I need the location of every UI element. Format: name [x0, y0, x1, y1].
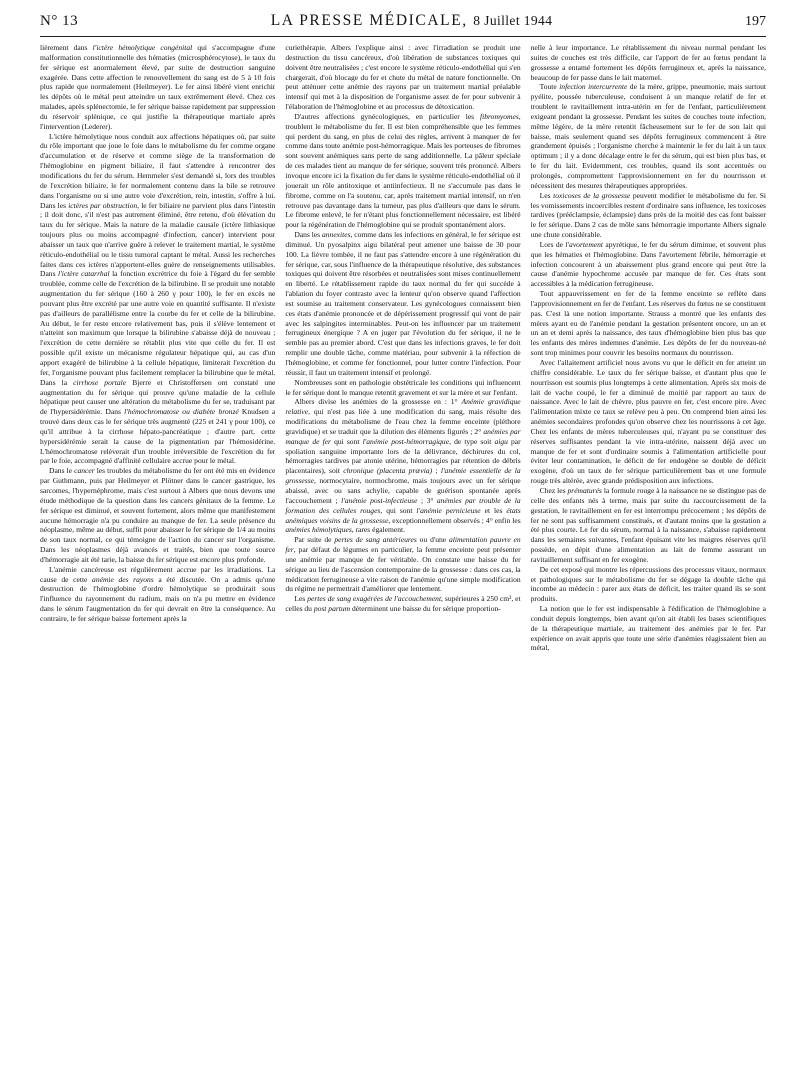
- paragraph: Dans le cancer les troubles du métabolisme du fer ont été mis en évidence par Guthmann, puis par Heilmeyer et Plötner dans le cancer gastrique, les sarcomes, l'hypernéphrome, mais c'est surtout à Albers que nous devons une étude méthodique de la question dans les cancers génitaux de la femme. Le fer sérique est diminué, et souvent fortement, alors même que manifestement aucune hémorragie n'a pu conduire au manque de fer. La seule présence du néoplasme, même au début, suffit pour abaisser le fer sérique de 1/4 au moins de son taux normal, ce qui témoigne de l'action du cancer sur l'organisme. Dans les néoplasmes déjà avancés et traités, bien que toute source d'hémorragie ait été tarie, la baisse du fer sérique est encore plus profonde.: [40, 466, 276, 564]
- page-number: 197: [744, 14, 766, 29]
- paragraph: La notion que le fer est indispensable à l'édification de l'hémoglobine a conduit depuis longtemps, bien avant qu'on ait établi les bases scientifiques de la thérapeutique martiale, au traitement des anémies par le fer. Par expérience on avait appris que toute une série d'anémies réagissaient bien au métal,: [530, 604, 766, 653]
- text-columns: [40, 43, 766, 1073]
- column-1: [40, 43, 275, 1073]
- paragraph: Albers divise les anémies de la grossesse en : 1° Anémie gravidique relative, qui n'est pas liée à une modification du sang, mais résulte des modifications du métabolisme de l'eau chez la femme enceinte (pléthore gravidique) et se traduit que la dilution des éléments figurés ; 2° anémies par manque de fer qui sont l'anémie post-hémorragique, de type soit aigu par spoliation sanguine importante lors de la délivrance, déchirures du col, hémorragies tardives par atonie utérine, hémorragies par rétention de débris placentaires), soit chronique (placenta prævia) ; l'anémie essentielle de la grossesse, normocytaire, normochrome, mais toujours avec un fer sérique abaissé, avec ou sans achylie, capable de guérison spontanée après l'accouchement ; l'anémie post-infectieuse ; 3° anémies par trouble de la formation des cellules rouges, qui sont l'anémie pernicieuse et les états anémiques voisins de la grossesse, exceptionnellement observés ; 4° enfin les anémies hémolytiques, rares également.: [285, 397, 521, 535]
- paragraph: Les pertes de sang exagérées de l'accouchement, supérieures à 250 cm³, et celles du post partum déterminent une baisse du fer sérique proportion-: [285, 594, 521, 614]
- column-3: [531, 43, 766, 1073]
- paragraph: Les toxicoses de la grossesse peuvent modifier le métabolisme du fer. Si les vomissements incoercibles restent d'ordinaire sans influence, les toxicoses tardives (prééclampsie, éclampsie) dans près de la moitié des cas font baisser le fer sérique. Dans 2 cas de môle sans hémorragie importante Albers signale une chute considérable.: [530, 190, 766, 240]
- issue-date: 8 Juillet 1944: [473, 13, 553, 28]
- paragraph: Nombreuses sont en pathologie obstétricale les conditions qui influencent le fer sérique dont le manque retentit gravement et sur la mère et sur l'enfant.: [285, 377, 521, 397]
- paragraph: De cet exposé qui montre les répercussions des processus vitaux, normaux et pathologiques sur le métabolisme du fer se dégage la double tâche qui incombe au médecin : parer aux états de déficit, les traiter quand ils se sont produits.: [530, 564, 766, 604]
- paragraph: Avec l'allaitement artificiel nous avons vu que le déficit en fer atteint un chiffre considérable. Le taux du fer sérique baisse, et d'autant plus que le nourrisson est soumis plus longtemps à cette alimentation. Après six mois de lait de vache coupé, le fer a diminué de moitié par rapport au taux de naissance. Avec le lait de chèvre, plus pauvre en fer, c'est encore pire. Avec l'alimentation mixte ce taux se relève peu à peu. On comprend bien ainsi les anémies secondaires profondes qu'on observe chez les nourrissons à cet âge. Chez les enfants de mères tuberculeuses qui, n'ayant pu se constituer des réserves suffisantes pendant la vie intra-utérine, naissent déjà avec un manque de fer et sont d'ordinaire soumis à l'alimentation artificielle pour éviter leur contamination, le déficit de fer endogène se double de déficit exogène, d'où un taux de fer sérique particulièrement bas et une formule rouge très altérée, avec grande prédisposition aux infections.: [530, 358, 766, 486]
- paragraph: L'anémie cancéreuse est régulièrement accrue par les irradiations. La cause de cette anémie des rayons a été discutée. On a admis qu'une destruction de l'hémoglobine d'ordre hémolytique se produirait sous l'influence du rayonnement du radium, mais on n'a pu mettre en évidence dans le sérum l'augmentation du fer qui devrait en être la conséquence. Au contraire, le fer sérique baisse fortement après la: [40, 564, 276, 623]
- paragraph: Dans les annexites, comme dans les infections en général, le fer sérique est diminué. Un pyosalpinx aigu bilatéral peut amener une baisse de 30 pour 100. La fièvre tombée, il ne faut pas s'attendre encore à une régénération du fer sérique, car, sous l'influence de la thérapeutique résolutive, des substances toxiques qui doivent être résorbées et neutralisées sont mises continuellement en liberté. Le rétablissement rapide du taux normal du fer qui succède à l'ablation du foyer contraste avec la lenteur qu'on observe quand l'affection est soumise au traitement conservateur. Les gynécologues connaissent bien ces états d'anémie prononcée et de dépérissement progressif qui vont de pair avec les salpingites interminables. Peut-on les influencer par un traitement ferrugineux énergique ? A en juger par l'évolution du fer sérique, il ne le semble pas au premier abord. C'est que dans les infections graves, le fer doit remplir une double tâche, comme matériau, pour subvenir à la réfection de l'hémoglobine, et comme fer fonctionnel, pour lutter contre l'infection. Pour réussir, il faut un traitement intensif et prolongé.: [285, 230, 521, 377]
- paragraph: Par suite de pertes de sang antérieures ou d'une alimentation pauvre en fer, par défaut de légumes en particulier, la femme enceinte peut présenter une anémie par manque de fer véritable. On constate une baisse du fer sérique au lieu de l'ascension contemporaine de la grossesse : dans ces cas, la médication ferrugineuse a vite raison de l'anémie qu'une simple modification du régime ne permettrait d'améliorer que lentement.: [285, 535, 521, 594]
- paragraph: D'autres affections gynécologiques, en particulier les fibromyomes, troublent le métabolisme du fer. Il est bien compréhensible que les femmes qui perdent du sang, en plus de celui des règles, arrivent à manquer de fer comme dans toute anémie post-hémorragique. Mais les porteuses de fibromes sont souvent anémiques sans perte de sang additionnelle. La pâleur spéciale de ces malades tient au manque de fer sérique, souvent très prononcé. Albers invoque encore ici la fixation du fer dans le système réticulo-endothélial où il jouerait un rôle antitoxique et antiinfectieux. Il ne s'accumule pas dans le fibrome, comme on l'a soutenu, car, après traitement martial intensif, on n'en retrouve pas davantage dans la tumeur, pas plus d'ailleurs que dans le sérum. Le fibrome enlevé, le fer n'étant plus fonctionnellement nécessaire, est libéré pour la régénération de l'hémoglobine qui se produit spontanément alors.: [285, 111, 521, 230]
- paragraph: Tout appauvrissement en fer de la femme enceinte se reflète dans l'approvisionnement en fer de l'enfant. Les réserves du fœtus ne se constituent pas. C'est là une notion importante. Strauss a montré que les enfants des mères ayant eu de l'anémie pendant la gestation présentent encore, un an et un an et demi après la naissance, des taux d'hémoglobine bien plus bas que les enfants des mères indemnes d'anémie. Les dépôts de fer du nouveau-né sont trop minimes pour couvrir les besoins normaux du nourrisson.: [530, 289, 766, 358]
- paragraph: nelle à leur importance. Le rétablissement du niveau normal pendant les suites de couches est très difficile, car l'apport de fer au fœtus pendant la grossesse a entamé fortement les dépôts ferrugineux et, après la naissance, beaucoup de fer passe dans le lait maternel.: [530, 43, 766, 82]
- paragraph: Chez les prématurés la formule rouge à la naissance ne se distingue pas de celle des enfants nés à terme, mais par suite du raccourcissement de la gestation, le ravitaillement en fer est interrompu précocement ; les dépôts de fer ne sont pas suffisamment constitués, et d'autant moins que la gestation a été plus courte. Le fer du sérum, normal à la naissance, s'abaisse rapidement dans les semaines suivantes, l'enfant épuisant vite les maigres réserves qu'il possède, en dépit d'une alimentation au lait de femme assurant un ravitaillement suffisant en fer exogène.: [530, 485, 766, 564]
- running-header: [40, 12, 766, 37]
- paragraph: Toute infection intercurrente de la mère, grippe, pneumonie, mais surtout pyélite, poussée tuberculeuse, conduisent à un manque relatif de fer et troublent le ravitaillement intra-utérin en fer de l'enfant, particulièrement exigeant pendant la grossesse. Pendant les suites de couches toute infection, même légère, de la mère retentit fâcheusement sur le fer de son lait qui baisse, mais seulement quand ses dépôts ferrugineux commencent à être grandement épuisés ; l'organisme cherche à maintenir le fer du lait à un taux optimum ; il y a donc décalage entre le fer du sérum, qui est bien plus bas, et le fer du lait. Evidemment, ces troubles, quand ils sont accentués ou prolongés, compromettent l'approvisionnement en fer du nourrisson et nécessitent des mesures thérapeutiques appropriées.: [530, 82, 766, 190]
- journal-title-line: [271, 12, 553, 30]
- paragraph: lièrement dans l'ictère hémolytique congénital qui s'accompagne d'une malformation constitutionnelle des hématies (microsphérocytose), le taux du fer sérique est anormalement élevé, par suite de destruction sanguine exagérée. Dans cette affection le renouvellement du sang est de 5 à 10 fois plus rapide que normalement (Heilmeyer). Le fer ainsi libéré vient enrichir les dépôts où le métal peut atteindre un taux extrêmement élevé. Chez ces malades, après splénectomie, le fer sérique baisse rapidement par suppression du réservoir splénique, ce qui justifie la thérapeutique martiale après l'intervention (Lederer).: [40, 43, 276, 131]
- column-2: [285, 43, 520, 1073]
- paragraph: L'ictère hémolytique nous conduit aux affections hépatiques où, par suite du rôle important que joue le foie dans le métabolisme du fer comme organe d'accumulation et de réserve et comme siège de la transformation de l'hémoglobine en pigment biliaire, il faut s'attendre à rencontrer des modifications du fer du sérum. Hemmeler s'est demandé si, lors des troubles de l'excrétion biliaire, le fer normalement contenu dans la bile se retrouve dans l'organisme ou si une autre voie d'excrétion, rein, intestin, s'offre à lui. Dans les ictères par obstruction, le fer biliaire ne parvient plus dans l'intestin ; il doit donc, s'il n'est pas autrement éliminé, être retenu, d'où élévation du taux du fer sérique. Mais la nature de la maladie causale (ictère lithiasique toujours plus ou moins accompagné d'infection, cancer) intervient pour abaisser un taux que n'arrive guère à relever le traitement martial, le système réticulo-endothélial ou le tissu tumoral captant le métal. Aussi les recherches faites dans ces ictères n'apportent-elles guère de renseignements utilisables. Dans l'ictère catarrhal la fonction excrétrice du foie à l'égard du fer semble troublée, comme celle de l'excrétion de la bilirubine. Il se produit une notable augmentation du fer sérique (160 à 260 γ pour 100), le fer en excès ne pouvant plus être excrété par une autre voie en quantité suffisante. Il n'existe pas d'ailleurs de parallélisme entre la courbe du fer et celle de la bilirubine. Au début, le fer reste encore relativement bas, puis il s'élève lentement et n'atteint son maximum que lorsque la bilirubine s'abaisse déjà de nouveau ; l'excrétion de cette dernière se rétablit plus vite que celle du fer. Il est possible qu'il existe un mécanisme régulateur hépatique qui, au cas d'un apport exagéré de bilirubine à la cellule hépatique, limiterait l'excrétion du fer, l'organisme pouvant plus facilement remplacer la bilirubine que le métal. Dans la cirrhose portale Bjerre et Christoffersen ont constaté une augmentation du fer sérique qui prouve qu'une maladie de la cellule hépatique peut causer une altération du métabolisme du fer se, traduisant par de l'hypersidérémie. Dans l'hémochromatose ou diabète bronzé Knudsen a trouvé dans deux cas le fer sérique très augmenté (225 et 241 γ pour 100), ce qu'il attribue à la cirrhose hépato-pancréatique ; d'autre part, cette hypersidérémie serait la cause de la pigmentation par l'hémosidérine. L'hémochromatose relèverait d'un trouble irréversible de l'excrétion du fer par le foie, accompagné d'affinité cellulaire accrue pour le métal.: [40, 131, 276, 466]
- journal-title: LA PRESSE MÉDICALE,: [270, 12, 468, 29]
- paragraph: Lors de l'avortement apyrétique, le fer du sérum diminue, et souvent plus que les hématies et l'hémoglobine. Dans l'avortement fébrile, hémorragie et infection concourent à un abaissement plus grand encore qui peut être la cause d'anémie hypochrome accusée par manque de fer. Ces états sont accessibles à la médication ferrugineuse.: [530, 239, 766, 289]
- issue-number: N° 13: [40, 13, 79, 29]
- paragraph: curiethérapie. Albers l'explique ainsi : avec l'irradiation se produit une destruction du tissu cancéreux, d'où libération de substances toxiques qui doivent être neutralisées ; c'est encore le système réticulo-endothélial qui s'en chargerait, d'où blocage du fer et chute du métal de nature fonctionnelle. On peut atténuer cette anémie des rayons par un traitement martial préalable intensif qui met à la disposition de l'organisme assez de fer pour subvenir à l'élaboration de l'hémoglobine et au processus de détoxication.: [285, 43, 521, 112]
